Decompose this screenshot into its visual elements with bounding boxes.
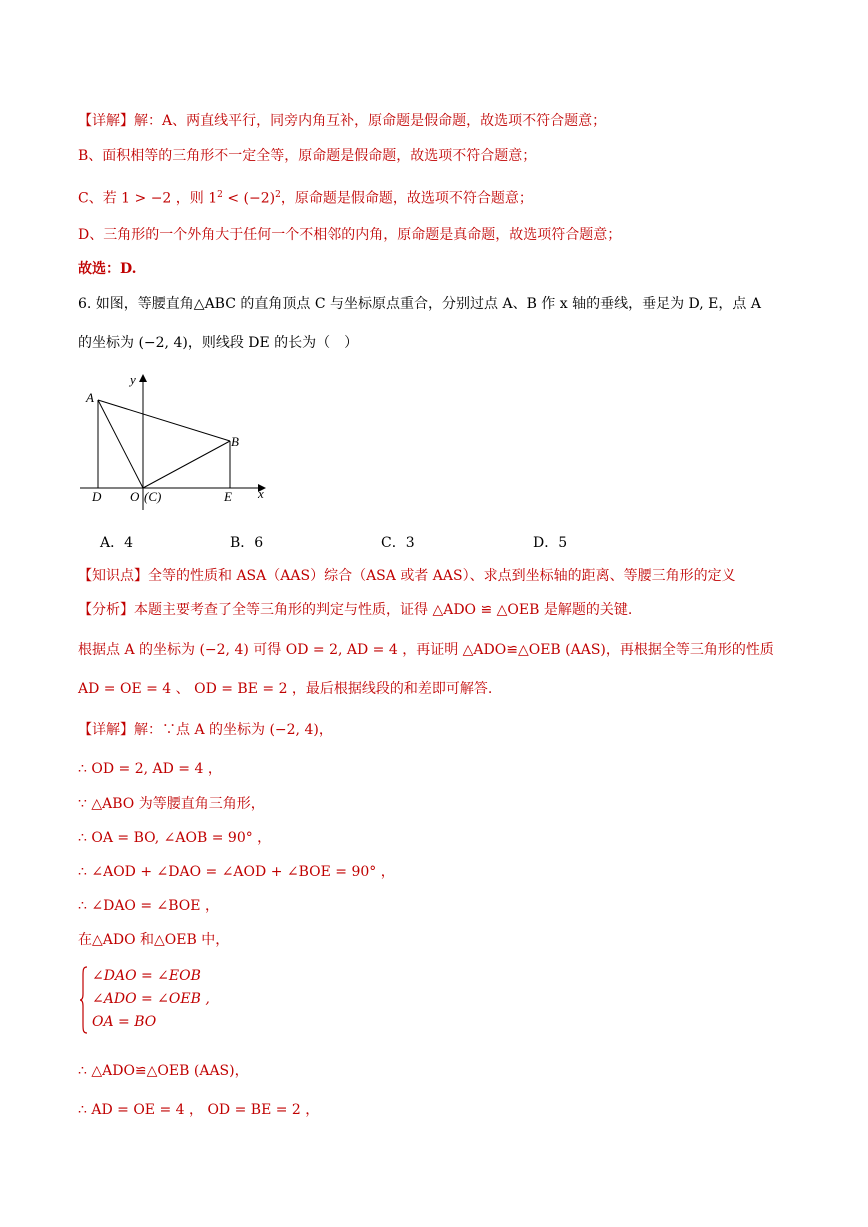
detail-line-c-prefix: C、若 1 > −2 ，则 1 [78, 190, 218, 207]
option-c[interactable]: C．3 [381, 535, 415, 551]
option-a[interactable]: A．4 [100, 535, 134, 551]
solution-line-7: 在△ADO 和△OEB 中， [78, 932, 230, 948]
label-x: x [258, 486, 264, 501]
analysis-detail-2: AD = OE = 4 、 OD = BE = 2 ，最后根据线段的和差即可解答. [78, 681, 493, 697]
analysis-detail-1: 根据点 A 的坐标为 (−2, 4) 可得 OD = 2, AD = 4 ，再证明 △ADO≌△OEB (AAS)，再根据全等三角形的性质 [78, 642, 774, 658]
option-b[interactable]: B．6 [230, 535, 264, 551]
solution-line-4: ∴ OA = BO, ∠AOB = 90° ， [78, 830, 272, 846]
coordinate-figure [78, 370, 278, 515]
question-line-2: 的坐标为 (−2, 4)，则线段 DE 的长为（ ） [78, 335, 359, 351]
label-d: D [92, 489, 102, 504]
solution-line-3: ∵ △ABO 为等腰直角三角形， [78, 796, 265, 812]
label-e: E [224, 489, 232, 504]
solution-line-5: ∴ ∠AOD + ∠DAO = ∠AOD + ∠BOE = 90° ， [78, 864, 395, 880]
conclusion-line-1: ∴ △ADO≌△OEB (AAS)， [78, 1063, 249, 1079]
solution-line-1: 【详解】解：∵点 A 的坐标为 (−2, 4)， [78, 722, 333, 738]
solution-line-2: ∴ OD = 2, AD = 4 ， [78, 761, 222, 777]
condition-row-2: ∠ADO = ∠OEB , [92, 991, 210, 1007]
option-d[interactable]: D．5 [533, 535, 568, 551]
detail-line-c-exp2: 2 [275, 190, 281, 200]
detail-line-b: B、面积相等的三角形不一定全等，原命题是假命题，故选项不符合题意； [78, 148, 537, 164]
label-y: y [130, 372, 136, 387]
detail-line-a: 【详解】解：A、两直线平行，同旁内角互补，原命题是假命题，故选项不符合题意； [78, 113, 607, 129]
label-o: O [130, 489, 140, 504]
label-c: (C) [144, 489, 162, 504]
detail-line-c-middle: < (−2) [222, 190, 276, 207]
question-line-1: 6. 如图，等腰直角△ABC 的直角顶点 C 与坐标原点重合，分别过点 A、B 作 x 轴的垂线，垂足为 D, E，点 A [78, 296, 761, 312]
solution-line-6: ∴ ∠DAO = ∠BOE ， [78, 898, 219, 914]
segment-ao [98, 400, 143, 488]
label-b: B [231, 434, 239, 449]
detail-line-d: D、三角形的一个外角大于任何一个不相邻的内角，原命题是真命题，故选项符合题意； [78, 227, 622, 243]
detail-line-c-exp1: 2 [217, 190, 223, 200]
segment-ob [143, 441, 230, 488]
detail-line-c-suffix: ，原命题是假命题，故选项不符合题意； [280, 190, 533, 207]
analysis-line: 【分析】本题主要考查了全等三角形的判定与性质，证得 △ADO ≌ △OEB 是解题的关键. [78, 602, 633, 618]
condition-row-3: OA = BO [92, 1014, 157, 1030]
label-a: A [86, 390, 94, 405]
detail-line-c [78, 185, 808, 209]
answer-line: 故选：D. [78, 261, 137, 277]
conclusion-line-2: ∴ AD = OE = 4 ， OD = BE = 2 ， [78, 1102, 320, 1118]
condition-row-1: ∠DAO = ∠EOB [92, 968, 201, 984]
brace-icon [80, 966, 88, 1034]
knowledge-line: 【知识点】全等的性质和 ASA（AAS）综合（ASA 或者 AAS）、求点到坐标轴的距离、等腰三角形的定义 [78, 568, 736, 584]
segment-ab [98, 400, 230, 441]
